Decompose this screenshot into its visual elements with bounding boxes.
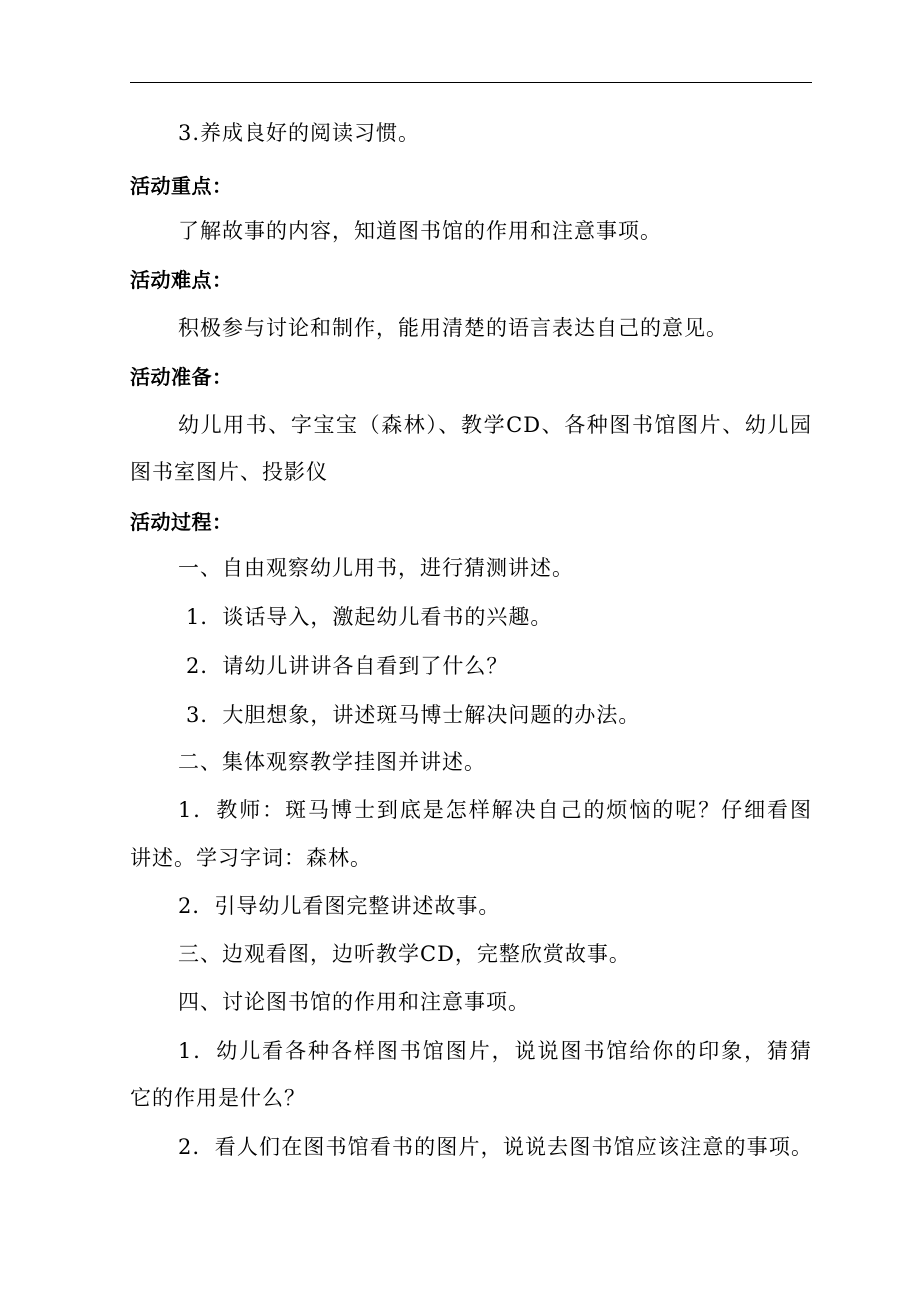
process-section-3: 三、边观看图，边听教学CD，完整欣赏故事。 [178,942,631,966]
process-section-1: 一、自由观察幼儿用书，进行猜测讲述。 [178,556,574,580]
section-2-item-1-line-2: 讲述。学习字词：森林。 [130,846,372,870]
preparation-heading: 活动准备： [130,365,233,389]
section-4-item-1-line-2: 它的作用是什么？ [130,1086,306,1110]
key-point-heading: 活动重点： [130,174,233,198]
key-point-text: 了解故事的内容，知道图书馆的作用和注意事项。 [178,219,662,243]
section-2-item-2: 2．引导幼儿看图完整讲述故事。 [178,894,501,918]
section-1-item-2: 2．请幼儿讲讲各自看到了什么？ [186,654,509,678]
difficulty-text: 积极参与讨论和制作，能用清楚的语言表达自己的意见。 [178,316,728,340]
difficulty-heading: 活动难点： [130,268,233,292]
process-section-2: 二、集体观察教学挂图并讲述。 [178,750,486,774]
section-1-item-1: 1．谈话导入，激起幼儿看书的兴趣。 [186,605,553,629]
section-1-item-3: 3．大胆想象，讲述斑马博士解决问题的办法。 [186,703,641,727]
preparation-line-2: 图书室图片、投影仪 [130,460,328,484]
section-2-item-1-line-1: 1．教师：斑马博士到底是怎样解决自己的烦恼的呢？仔细看图 [178,798,812,822]
header-rule [130,82,812,83]
goal-item-3: 3.养成良好的阅读习惯。 [178,121,421,145]
section-4-item-1-line-1: 1．幼儿看各种各样图书馆图片，说说图书馆给你的印象，猜猜 [178,1039,812,1063]
process-section-4: 四、讨论图书馆的作用和注意事项。 [178,990,530,1014]
preparation-line-1: 幼儿用书、字宝宝（森林）、教学CD、各种图书馆图片、幼儿园 [178,413,812,437]
section-4-item-2: 2．看人们在图书馆看书的图片，说说去图书馆应该注意的事项。 [178,1135,812,1159]
process-heading: 活动过程： [130,510,233,534]
